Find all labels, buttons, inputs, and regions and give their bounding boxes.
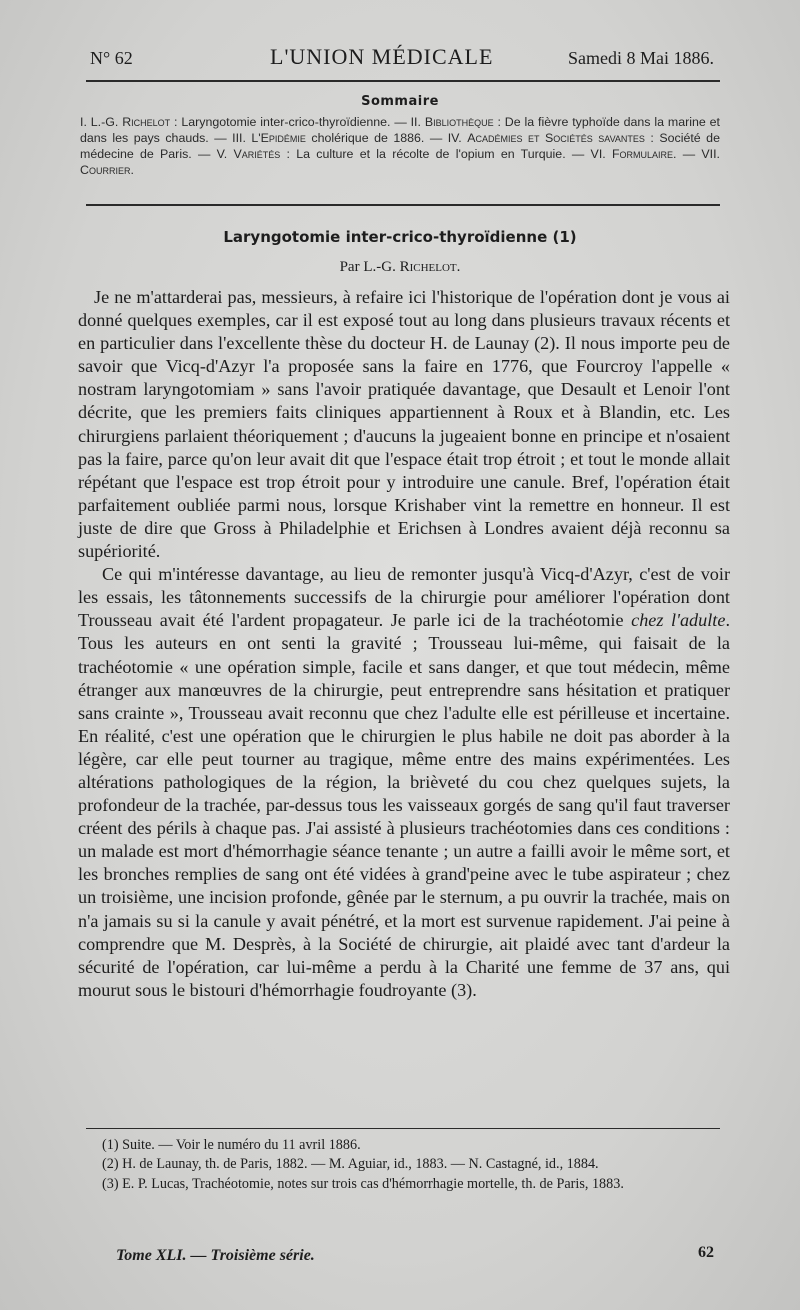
summary-part: : De la fièvre typhoïde dans la marine et dans les pays chauds. — III.: [80, 115, 720, 145]
summary-part: cholérique de 1886. — IV.: [305, 131, 468, 145]
issue-date: Samedi 8 Mai 1886.: [568, 48, 714, 68]
page-footer: [116, 1244, 714, 1271]
summary-part: .: [130, 163, 134, 177]
summary-author: Richelot: [122, 115, 171, 129]
footnotes: [80, 1136, 730, 1194]
volume-info: Tome XLI. — Troisième série.: [116, 1247, 315, 1264]
footnote: (3) E. P. Lucas, Trachéotomie, notes sur trois cas d'hémorrhagie mortelle, th. de Paris, 1883.: [102, 1175, 624, 1192]
footnote: (2) H. de Launay, th. de Paris, 1882. — M. Aguiar, id., 1883. — N. Castagné, id., 1884.: [102, 1156, 599, 1173]
running-header: [90, 44, 714, 74]
article-title: [0, 228, 800, 246]
summary-part: I. L.-G.: [80, 115, 123, 129]
summary-part: : La culture et la récolte de l'opium en Turquie. — VI.: [280, 147, 612, 161]
byline-author: Richelot.: [399, 259, 461, 275]
summary-part: : Société de médecine de Paris. — V.: [80, 131, 720, 161]
journal-title: L'UNION MÉDICALE: [270, 44, 494, 69]
summary-section: L'Epidémie: [251, 131, 306, 145]
summary-part: : Laryngotomie inter-crico-thyroïdienne. — II.: [170, 115, 425, 129]
summary-section: Courrier: [80, 163, 131, 177]
header-rule: [86, 80, 720, 82]
article-body: [78, 286, 730, 1002]
italic-phrase: chez l'adulte: [631, 610, 726, 631]
byline: [0, 259, 800, 276]
article-title-note: (1): [552, 228, 577, 246]
article-title-text: Laryngotomie inter-crico-thyroïdienne: [223, 228, 548, 246]
summary-part: . — VII.: [673, 147, 720, 161]
summary-section: Variétés: [233, 147, 281, 161]
summary-text: [80, 114, 720, 178]
byline-prefix: Par L.-G.: [339, 259, 400, 275]
footnote: (1) Suite. — Voir le numéro du 11 avril 1886.: [102, 1137, 361, 1153]
footnote-rule: [86, 1128, 720, 1129]
summary-section: Formulaire: [611, 147, 674, 161]
summary-section: Bibliothèque: [424, 115, 494, 129]
summary-title: Sommaire: [361, 94, 439, 109]
paragraph: Ce qui m'intéresse davantage, au lieu de remonter jusqu'à Vicq-d'Azyr, c'est de voir les essais, les tâtonnements successifs de la chirurgie pour améliorer l'opération dont Trousseau avait été l'ardent propagateur. Je parle ici de la trachéotomie chez l'adulte. Tous les auteurs en ont senti la gravité ; Trousseau lui-même, qui faisait de la trachéotomie « une opération simple, facile et sans danger, et que tout médecin, même étranger aux manœuvres de la chirurgie, peut entreprendre sans hésitation et pratiquer sans crainte », Trousseau avait reconnu que chez l'adulte elle est périlleuse et incertaine. En réalité, c'est une opération que le chirurgien le plus habile ne doit pas aborder à la légère, car elle peut tourner au tragique, même entre des mains expérimentées. Les altérations pathologiques de la région, la brièveté du cou chez quelques sujets, la profondeur de la trachée, par-dessus tous les vaisseaux gorgés de sang qu'il faut traverser créent des périls à chaque pas. J'ai assisté à plusieurs trachéotomies dans ces conditions : un malade est mort d'hémorrhagie séance tenante ; un autre a failli avoir le même sort, et les bronches remplies de sang ont été vidées à grand'peine avec le tube aspirateur ; chez un troisième, une incision profonde, gênée par le sternum, a pu ouvrir la trachée, mais on n'a jamais su si la canule y avait pénétré, et la mort est survenue rapidement. J'ai peine à comprendre que M. Desprès, à la Société de chirurgie, ait plaidé avec tant d'ardeur la sécurité de l'opération, car lui-même a perdu à la Charité une femme de 37 ans, qui mourut sous le bistouri d'hémorrhagie foudroyante (3).: [78, 564, 730, 1000]
issue-number: N° 62: [90, 48, 133, 68]
page-number: 62: [698, 1244, 714, 1261]
summary-rule: [86, 204, 720, 206]
summary-section: Académies et Sociétés savantes: [467, 131, 645, 145]
paragraph: Je ne m'attarderai pas, messieurs, à refaire ici l'historique de l'opération dont je vous ai donné quelques exemples, car il est exposé tout au long dans plusieurs travaux récents et en particulier dans l'excellente thèse du docteur H. de Launay (2). Il nous importe peu de savoir que Vicq-d'Azyr l'a proposée sans la faire en 1776, que Fourcroy l'appelle « nostram laryngotomiam » sans l'avoir pratiquée davantage, que Desault et Lenoir l'ont décrite, que les premiers faits cliniques appartiennent à Roux et à Blandin, etc. Les chirurgiens parlaient théoriquement ; d'aucuns la jugeaient bonne en principe et n'osaient pas la faire, parce qu'on leur avait dit que l'espace était trop étroit ; et tout le monde allait répétant que l'espace est trop étroit pour y introduire une canule. Bref, l'opération était parfaitement oubliée parmi nous, lorsque Krishaber vint la remettre en honneur. Il est juste de dire que Gross à Philadelphie et Erichsen à Londres avaient déjà reconnu sa supériorité.: [78, 287, 730, 562]
